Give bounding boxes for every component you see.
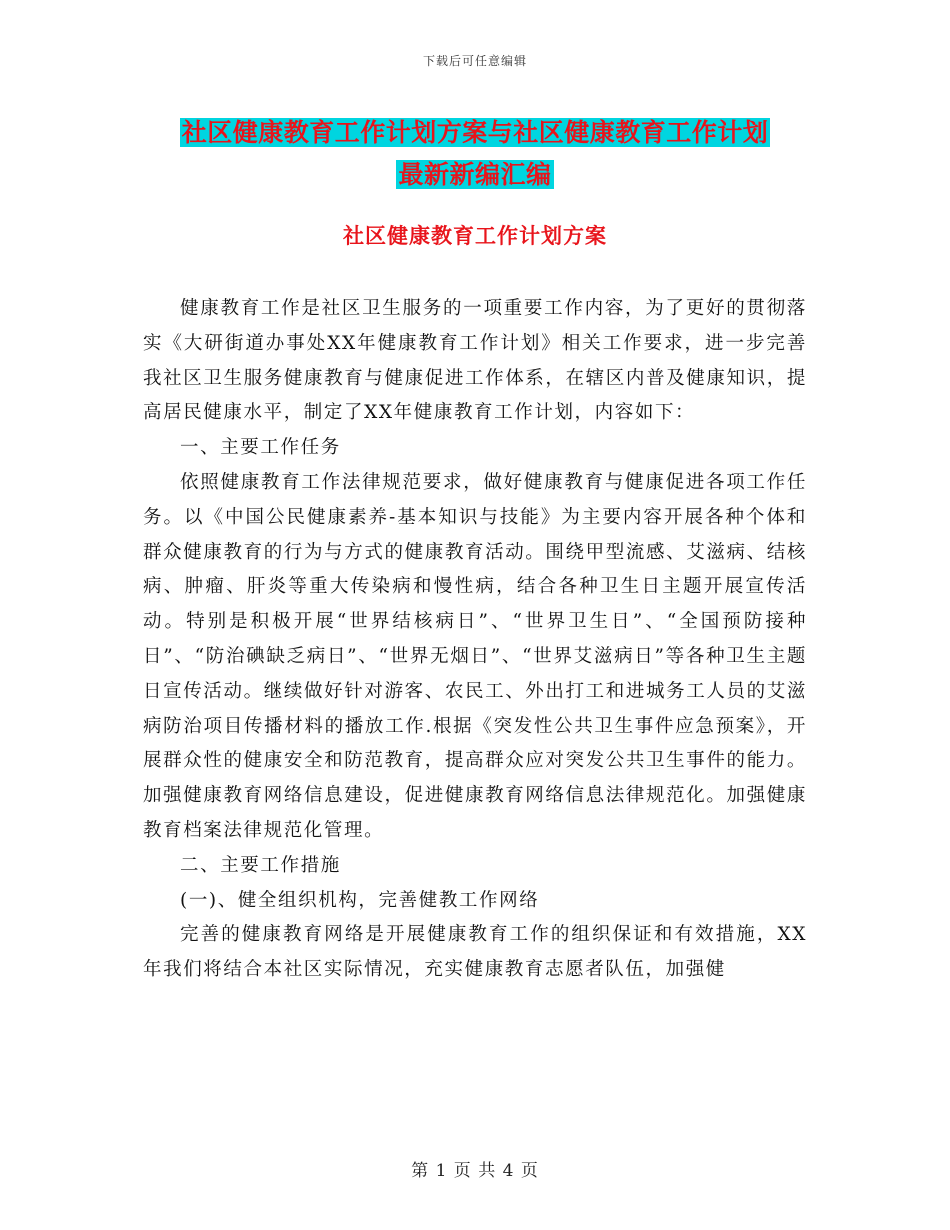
paragraph-main-tasks: 依照健康教育工作法律规范要求，做好健康教育与健康促进各项工作任务。以《中国公民健康素养-基本知识与技能》为主要内容开展各种个体和群众健康教育的行为与方式的健康教育活动。围绕甲型流感、艾滋病、结核病、肿瘤、肝炎等重大传染病和慢性病，结合各种卫生日主题开展宣传活动。特别是积极开展“世界结核病日”、“世界卫生日”、“全国预防接种日”、“防治碘缺乏病日”、“世界无烟日”、“世界艾滋病日”等各种卫生主题日宣传活动。继续做好针对游客、农民工、外出打工和进城务工人员的艾滋病防治项目传播材料的播放工作.根据《突发性公共卫生事件应急预案》，开展群众性的健康安全和防范教育，提高群众应对突发公共卫生事件的能力。加强健康教育网络信息建设，促进健康教育网络信息法律规范化。加强健康教育档案法律规范化管理。 bbox=[143, 471, 807, 841]
paragraph-organization: 完善的健康教育网络是开展健康教育工作的组织保证和有效措施，XX年我们将结合本社区实际情况，充实健康教育志愿者队伍，加强健 bbox=[143, 924, 807, 981]
subheading-organization: (一)、健全组织机构，完善健教工作网络 bbox=[180, 889, 540, 911]
document-body bbox=[143, 292, 807, 988]
paragraph-intro: 健康教育工作是社区卫生服务的一项重要工作内容，为了更好的贯彻落实《大研街道办事处XX年健康教育工作计划》相关工作要求，进一步完善我社区卫生服务健康教育与健康促进工作体系，在辖区内普及健康知识，提高居民健康水平，制定了XX年健康教育工作计划，内容如下： bbox=[143, 298, 807, 424]
heading-main-tasks: 一、主要工作任务 bbox=[180, 437, 341, 459]
document-title-line-1-text: 社区健康教育工作计划方案与社区健康教育工作计划 bbox=[181, 118, 769, 147]
document-title-line-1 bbox=[0, 114, 950, 152]
page-header-note: 下载后可任意编辑 bbox=[422, 54, 527, 68]
document-title-line-2 bbox=[0, 156, 950, 194]
heading-main-measures: 二、主要工作措施 bbox=[180, 854, 341, 876]
section-title: 社区健康教育工作计划方案 bbox=[343, 223, 607, 248]
page-footer-page-number: 第 1 页 共 4 页 bbox=[411, 1161, 539, 1181]
document-title-line-2-text: 最新新编汇编 bbox=[398, 160, 552, 189]
